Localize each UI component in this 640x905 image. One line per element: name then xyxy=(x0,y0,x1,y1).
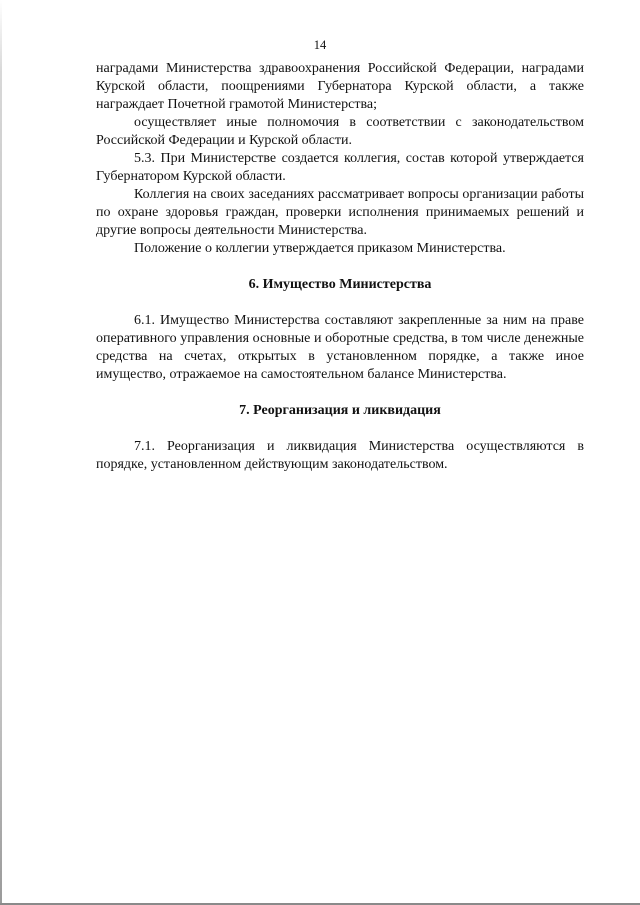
section-7-heading: 7. Реорганизация и ликвидация xyxy=(239,403,441,418)
paragraph-5-3: 5.3. При Министерстве создается коллегия, состав которой утверждается Губернатором Курской области. xyxy=(96,151,584,184)
paragraph-collegium-regulation: Положение о коллегии утверждается приказом Министерства. xyxy=(134,241,506,256)
scan-left-edge xyxy=(0,0,2,905)
page-number: 14 xyxy=(313,38,327,52)
paragraph-7-1: 7.1. Реорганизация и ликвидация Министерства осуществляются в порядке, установленном действующим законодательством. xyxy=(96,439,584,472)
section-6-heading: 6. Имущество Министерства xyxy=(248,277,432,292)
paragraph-6-1: 6.1. Имущество Министерства составляют закрепленные за ним на праве оперативного управления основные и оборотные средства, в том числе денежные средства на счетах, открытых в установленном порядке, а также иное имущество, отражаемое на самостоятельном балансе Министерства. xyxy=(96,313,584,382)
document-body xyxy=(96,60,584,474)
paragraph-other-powers: осуществляет иные полномочия в соответствии с законодательством Российской Федерации и Курской области. xyxy=(96,115,584,148)
paragraph-collegium-meetings: Коллегия на своих заседаниях рассматривает вопросы организации работы по охране здоровья граждан, проверки исполнения принимаемых решений и другие вопросы деятельности Министерства. xyxy=(96,187,584,238)
paragraph-awards-continued: наградами Министерства здравоохранения Российской Федерации, наградами Курской области, поощрениями Губернатора Курской области, а также награждает Почетной грамотой Министерства; xyxy=(96,61,584,112)
